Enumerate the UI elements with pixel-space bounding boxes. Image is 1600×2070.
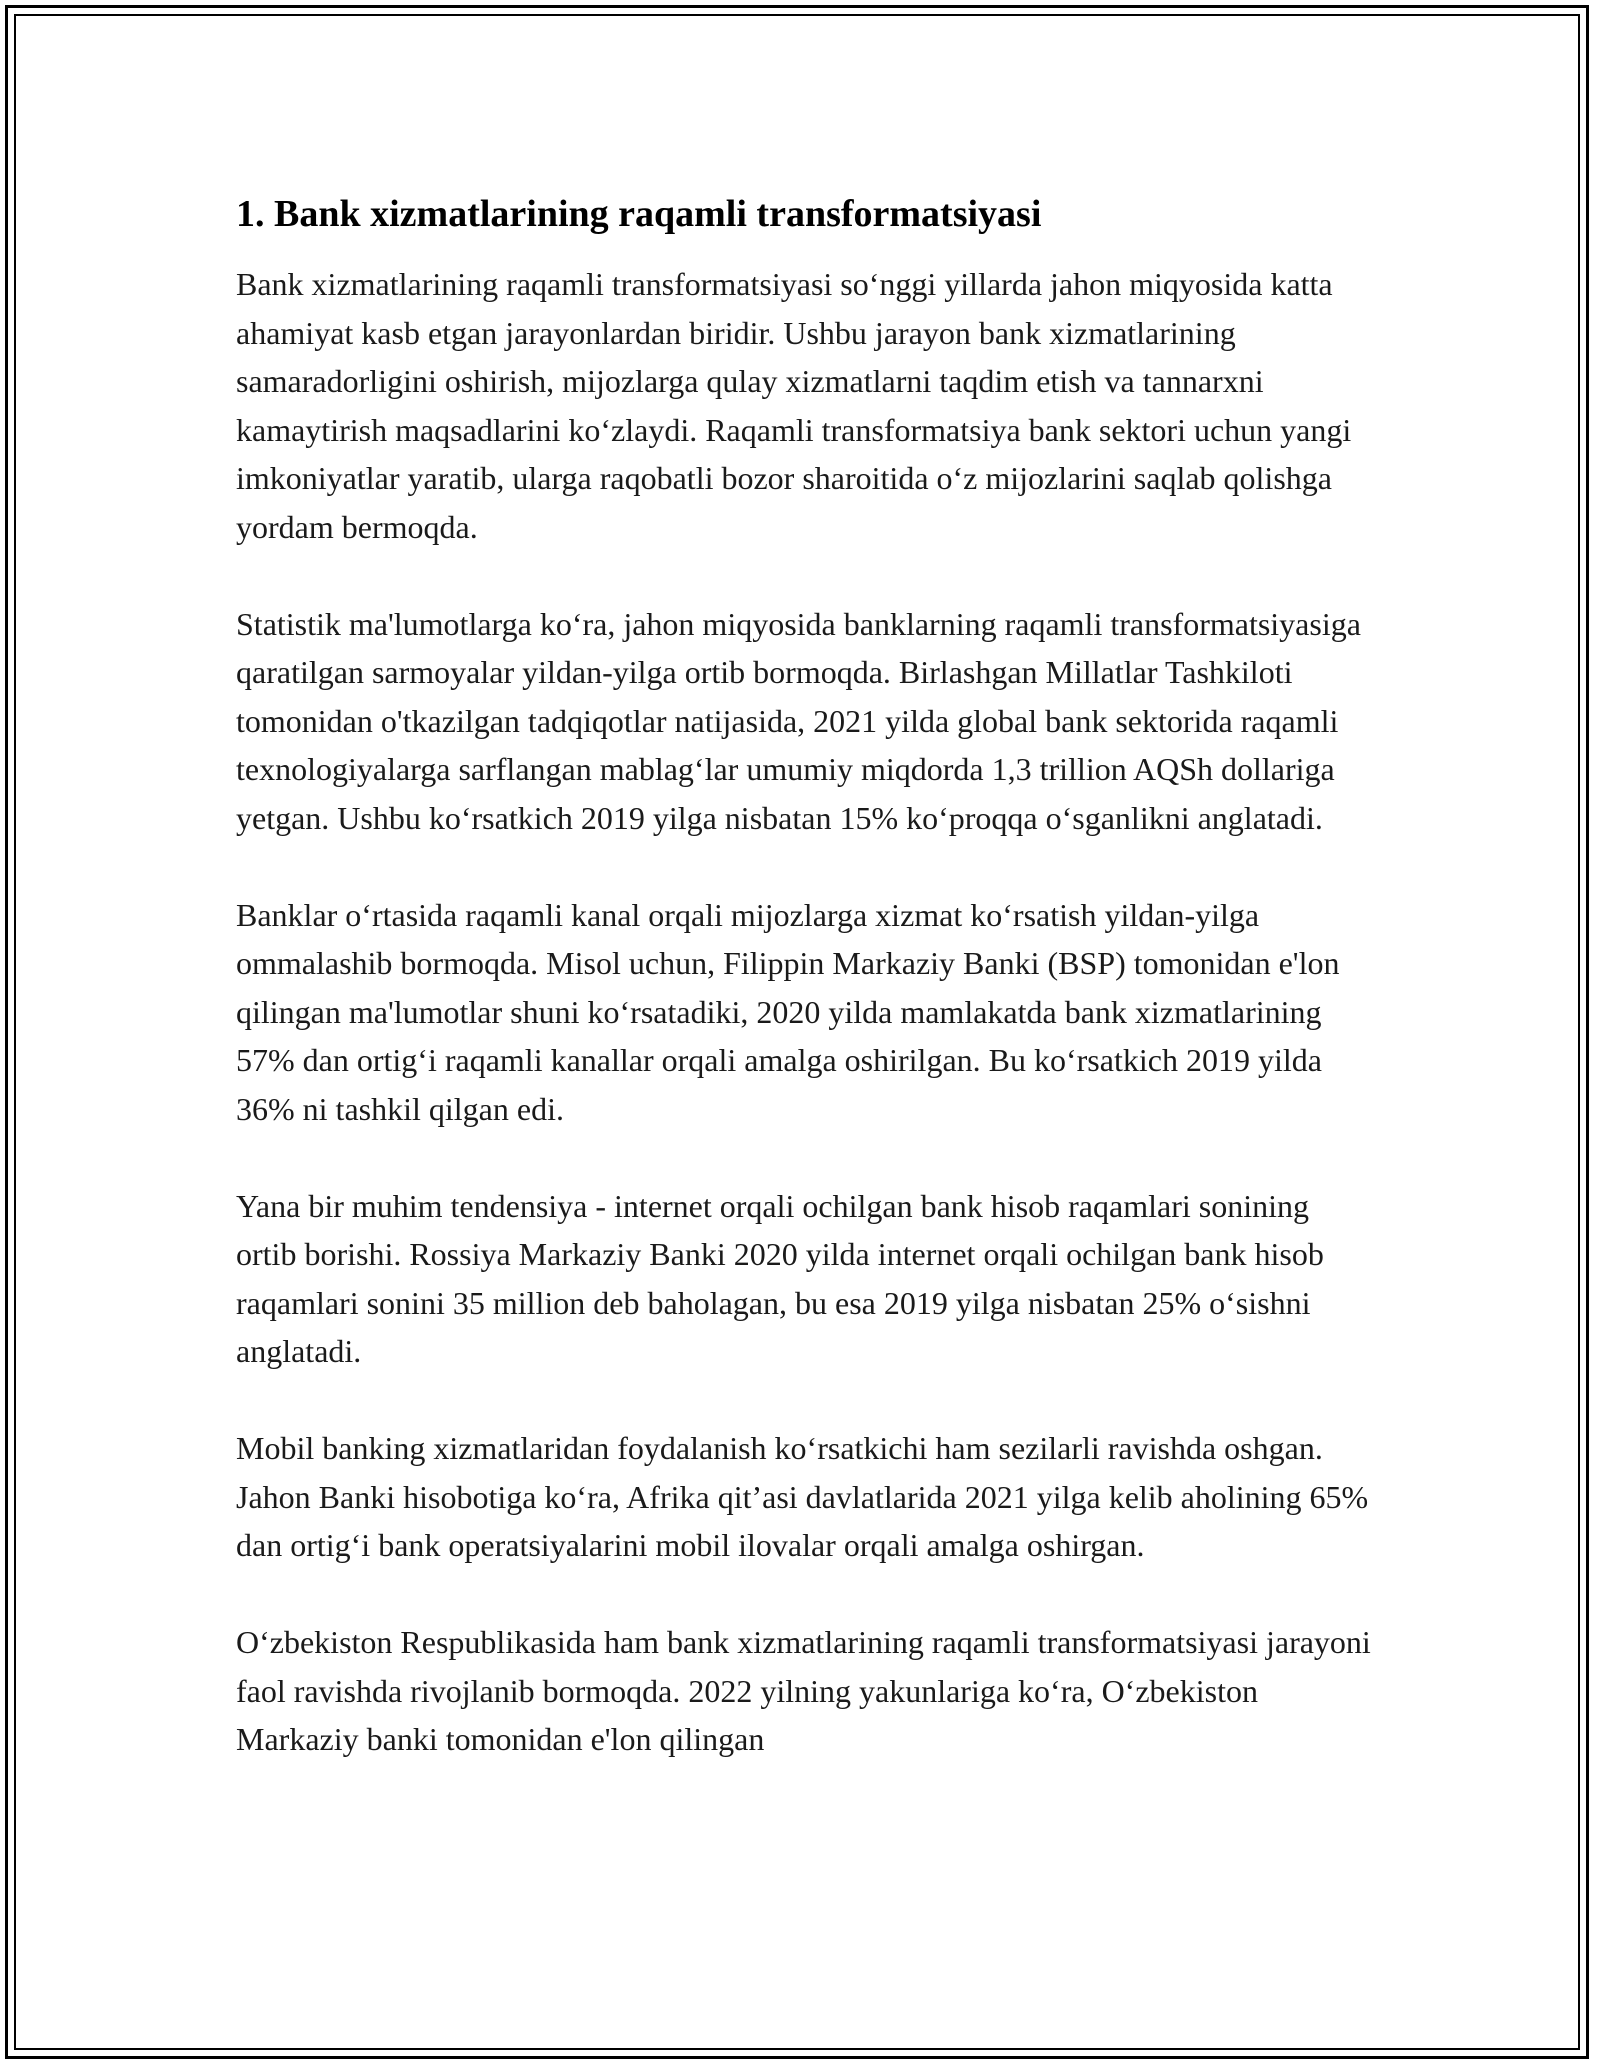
paragraph-online-accounts: Yana bir muhim tendensiya - internet orqali ochilgan bank hisob raqamlari sonining ortib borishi. Rossiya Markaziy Banki 2020 yilda internet orqali ochilgan bank hisob raqamlari sonini 35 million deb baholagan, bu esa 2019 yilga nisbatan 25% o‘sishni anglatadi. (236, 1187, 1324, 1369)
document-body (236, 188, 1376, 1812)
paragraph-mobile-banking: Mobil banking xizmatlaridan foydalanish ko‘rsatkichi ham sezilarli ravishda oshgan. Jahon Banki hisobotiga ko‘ra, Afrika qit’asi davlatlarida 2021 yilga kelib aholining 65% dan ortig‘i bank operatsiyalarini mobil ilovalar orqali amalga oshirgan. (236, 1430, 1369, 1563)
paragraph-intro: Bank xizmatlarining raqamli transformatsiyasi so‘nggi yillarda jahon miqyosida katta ahamiyat kasb etgan jarayonlardan biridir. Ushbu jarayon bank xizmatlarining samaradorligini oshirish, mijozlarga qulay xizmatlarni taqdim etish va tannarxni kamaytirish maqsadlarini ko‘zlaydi. Raqamli transformatsiya bank sektori uchun yangi imkoniyatlar yaratib, ularga raqobatli bozor sharoitida o‘z mijozlarini saqlab qolishga yordam bermoqda. (236, 266, 1352, 545)
section-heading: 1. Bank xizmatlarining raqamli transformatsiyasi (236, 193, 1042, 235)
paragraph-investment-statistics: Statistik ma'lumotlarga ko‘ra, jahon miqyosida banklarning raqamli transformatsiyasiga qaratilgan sarmoyalar yildan-yilga ortib bormoqda. Birlashgan Millatlar Tashkiloti tomonidan o'tkazilgan tadqiqotlar natijasida, 2021 yilda global bank sektorida raqamli texnologiyalarga sarflangan mablag‘lar umumiy miqdorda 1,3 trillion AQSh dollariga yetgan. Ushbu ko‘rsatkich 2019 yilga nisbatan 15% ko‘proqqa o‘sganlikni anglatadi. (236, 605, 1361, 836)
paragraph-uzbekistan: O‘zbekiston Respublikasida ham bank xizmatlarining raqamli transformatsiyasi jarayoni faol ravishda rivojlanib bormoqda. 2022 yilning yakunlariga ko‘ra, O‘zbekiston Markaziy banki tomonidan e'lon qilingan (236, 1624, 1371, 1757)
paragraph-digital-channels: Banklar o‘rtasida raqamli kanal orqali mijozlarga xizmat ko‘rsatish yildan-yilga ommalashib bormoqda. Misol uchun, Filippin Markaziy Banki (BSP) tomonidan e'lon qilingan ma'lumotlar shuni ko‘rsatadiki, 2020 yilda mamlakatda bank xizmatlarining 57% dan ortig‘i raqamli kanallar orqali amalga oshirilgan. Bu ko‘rsatkich 2019 yilda 36% ni tashkil qilgan edi. (236, 896, 1340, 1127)
